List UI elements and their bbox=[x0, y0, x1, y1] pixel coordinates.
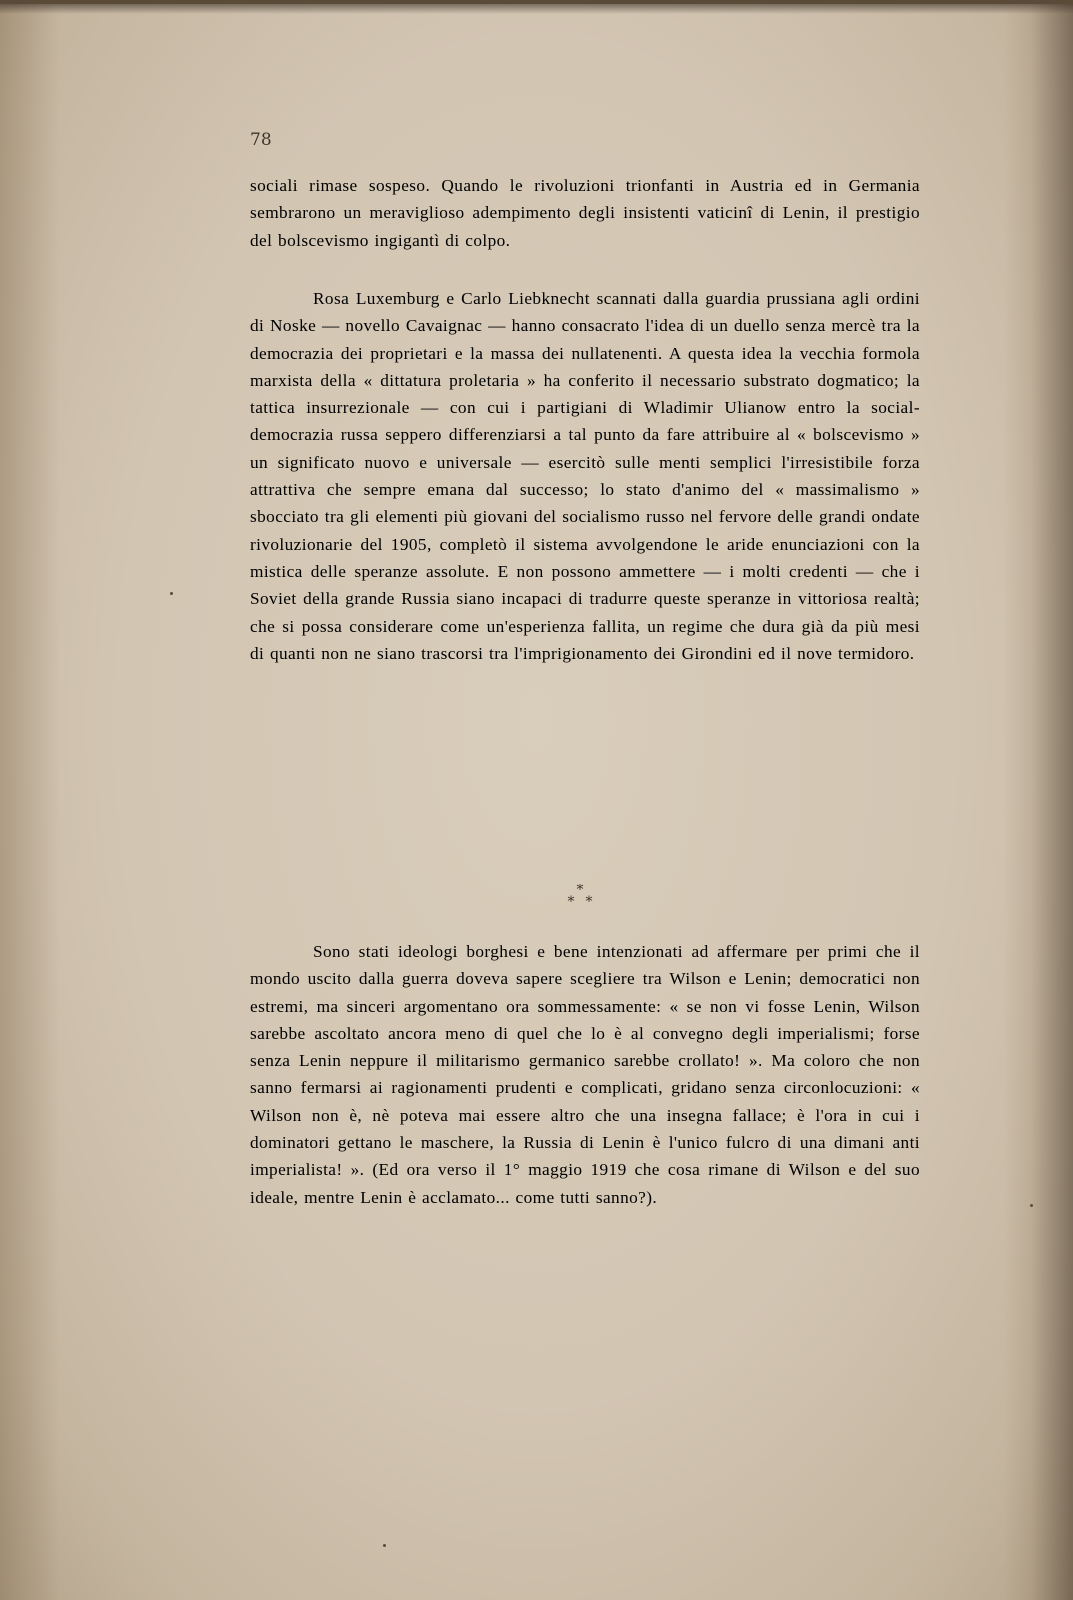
paper-speck bbox=[170, 592, 173, 595]
paragraph-2: Rosa Luxemburg e Carlo Liebknecht scannati dalla guardia prussiana agli ordini di Noske — novello Cavaignac — hanno consacrato l'idea di un duello senza mercè tra la democrazia dei proprietari e la massa dei nullatenenti. A questa idea la vecchia formola marxista della « dittatura proletaria » ha conferito il necessario substrato dogmatico; la tattica insurrezionale — con cui i partigiani di Wladimir Ulianow entro la social-democrazia russa seppero differenziarsi a tal punto da fare attribuire al « bolscevismo » un significato nuovo e universale — esercitò sulle menti semplici l'irresistibile forza attrattiva che sempre emana dal successo; lo stato d'animo del « massimalismo » sbocciato tra gli elementi più giovani del socialismo russo nel fervore delle grandi ondate rivoluzionarie del 1905, completò il sistema avvolgendone le aride enunciazioni con la mistica delle speranze assolute. E non possono ammettere — i molti credenti — che i Soviet della grande Russia siano incapaci di tradurre queste speranze in vittoriosa realtà; che si possa considerare come un'esperienza fallita, un regime che dura già da più mesi di quanti non ne siano trascorsi tra l'imprigionamento dei Girondini ed il nove termidoro. bbox=[250, 289, 920, 663]
svg-text:*: * bbox=[567, 894, 575, 910]
paragraph-3: Sono stati ideologi borghesi e bene intenzionati ad affermare per primi che il mondo uscito dalla guerra doveva sapere scegliere tra Wilson e Lenin; democratici non estremi, ma sinceri argomentano ora sommessamente: « se non vi fosse Lenin, Wilson sarebbe ascoltato ancora meno di quel che lo è al convegno degli imperialismi; forse senza Lenin neppure il militarismo germanico sarebbe crollato! ». Ma coloro che non sanno fermarsi ai ragionamenti prudenti e complicati, gridano senza circonlocuzioni: « Wilson non è, nè poteva mai essere altro che una insegna fallace; è l'ora in cui i dominatori gettano le maschere, la Russia di Lenin è l'unico fulcro di una dimani anti imperialista! ». (Ed ora verso il 1° maggio 1919 che cosa rimane di Wilson e del suo ideale, mentre Lenin è acclamato... come tutti sanno?). bbox=[250, 942, 920, 1207]
svg-text:*: * bbox=[576, 884, 584, 898]
svg-text:*: * bbox=[585, 894, 593, 910]
page-top-edge bbox=[0, 4, 1073, 14]
asterism bbox=[560, 884, 600, 914]
page-number: 78 bbox=[250, 130, 272, 150]
section-separator bbox=[540, 884, 620, 911]
asterism-icon bbox=[560, 884, 600, 910]
book-page bbox=[0, 4, 1073, 1600]
paper-speck bbox=[383, 1544, 386, 1547]
paragraph-1: sociali rimase sospeso. Quando le rivoluzioni trionfanti in Austria ed in Germania sembrarono un meraviglioso adempimento degli insistenti vaticinî di Lenin, il prestigio del bolscevismo ingigantì di colpo. bbox=[250, 176, 920, 250]
paper-speck bbox=[1030, 1204, 1033, 1207]
